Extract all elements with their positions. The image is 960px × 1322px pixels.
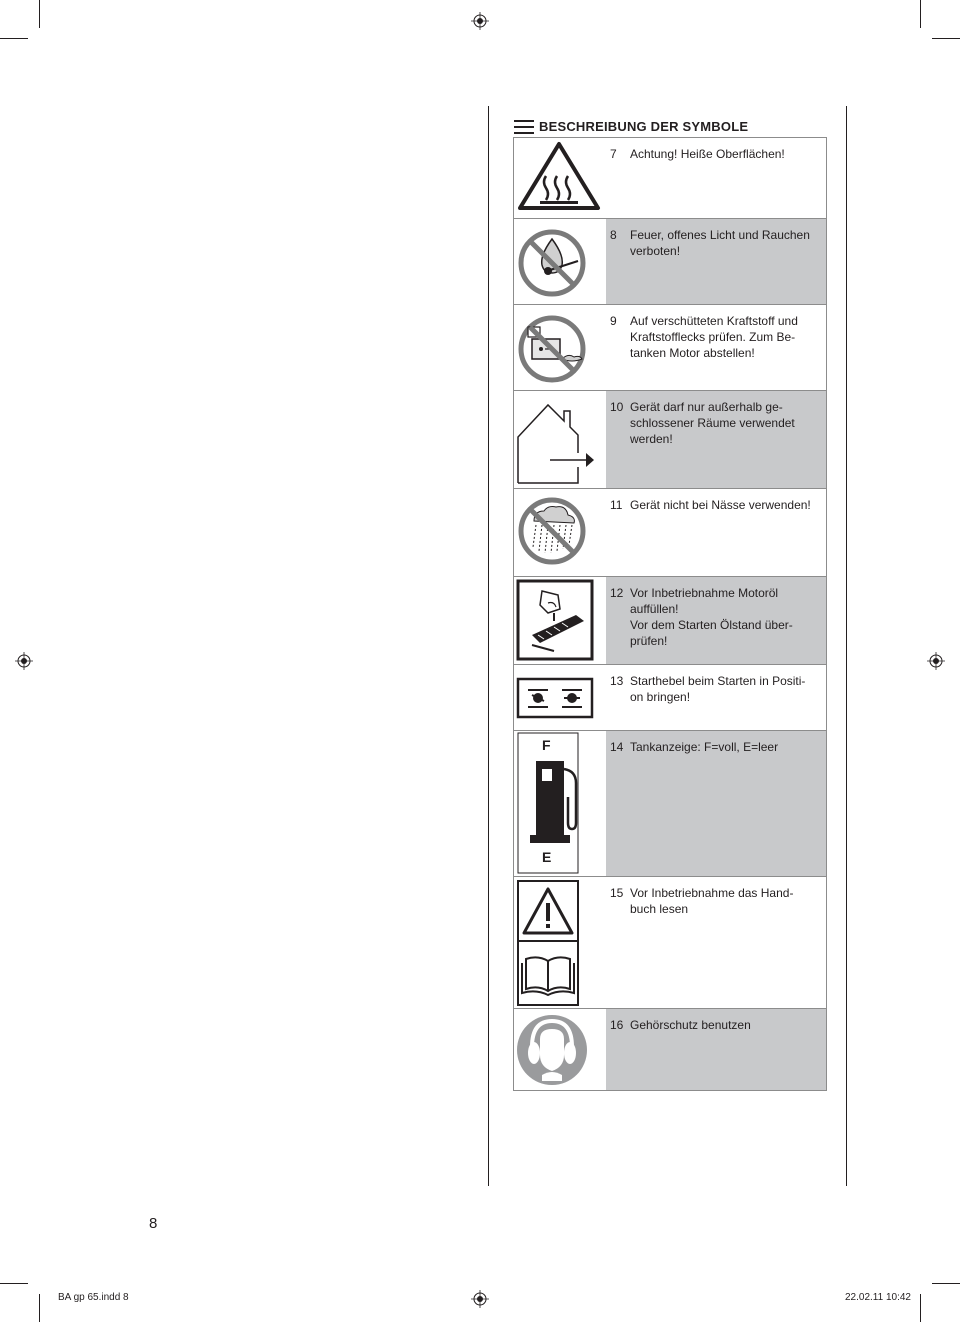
symbol-number: 10 [610,400,624,414]
no-open-fire-icon [514,219,606,304]
column-divider [846,106,847,1186]
symbol-row-8 [514,218,826,304]
no-rain-icon [514,489,606,576]
symbol-description: Starthebel beim Starten in Positi- on bringen! [630,674,806,704]
symbol-description: Gerät darf nur außerhalb ge- schlossener Räume verwendet werden! [630,400,795,446]
slug-timestamp: 22.02.11 10:42 [845,1292,911,1303]
symbol-row-11 [514,488,826,576]
read-manual-icon [514,877,606,1008]
symbol-row-15 [514,876,826,1008]
registration-mark-icon [15,652,33,670]
registration-mark-icon [471,12,489,30]
symbol-row-7 [514,138,826,218]
symbol-number: 15 [610,886,624,900]
symbol-number: 13 [610,674,624,688]
symbol-row-13 [514,664,826,730]
hot-surface-warning-icon [514,138,606,218]
crop-mark [39,0,40,28]
page-number: 8 [149,1215,158,1232]
registration-mark-icon [471,1290,489,1308]
symbol-row-14 [514,730,826,876]
crop-mark [0,1283,28,1284]
crop-mark [932,1283,960,1284]
crop-mark [920,0,921,28]
crop-mark [920,1294,921,1322]
outdoor-use-only-icon [514,391,606,488]
registration-mark-icon [927,652,945,670]
symbol-description: Tankanzeige: F=voll, E=leer [630,740,779,754]
column-divider [488,106,489,1186]
fuel-gauge-icon [514,731,606,876]
gauge-empty-label: E [542,849,552,865]
symbol-number: 14 [610,740,624,754]
symbol-row-12 [514,576,826,664]
fill-oil-icon [514,577,606,664]
symbol-row-16 [514,1008,826,1090]
ear-protection-icon [514,1009,606,1090]
symbol-description: Gerät nicht bei Nässe verwenden! [630,498,811,512]
symbol-number: 12 [610,586,624,600]
crop-mark [932,38,960,39]
symbol-row-10 [514,390,826,488]
symbol-description: Gehörschutz benutzen [630,1018,751,1032]
symbol-number: 9 [610,314,617,328]
start-lever-icon [514,665,606,730]
symbol-description: Vor Inbetriebnahme das Hand- buch lesen [630,886,794,916]
symbol-number: 11 [610,498,623,512]
section-title: BESCHREIBUNG DER SYMBOLE [539,119,749,134]
crop-mark [39,1294,40,1322]
crop-mark [0,38,28,39]
slug-filename: BA gp 65.indd 8 [58,1292,129,1303]
symbol-row-9 [514,304,826,390]
symbol-description: Feuer, offenes Licht und Rauchen verboten! [630,228,810,258]
gauge-full-label: F [542,737,551,753]
symbol-description: Achtung! Heiße Oberflächen! [630,147,785,161]
symbol-description: Auf verschütteten Kraftstoff und Kraftstofflecks prüfen. Zum Be- tanken Motor abstellen! [630,314,798,360]
symbol-number: 7 [610,147,617,161]
symbols-table [513,137,827,1091]
no-refuel-running-icon [514,305,606,390]
heading-bars-icon [514,120,534,134]
section-heading [514,119,748,134]
symbol-number: 16 [610,1018,624,1032]
symbol-description: Vor Inbetriebnahme Motoröl auffüllen! Vor dem Starten Ölstand über- prüfen! [630,586,793,648]
symbol-number: 8 [610,228,617,242]
